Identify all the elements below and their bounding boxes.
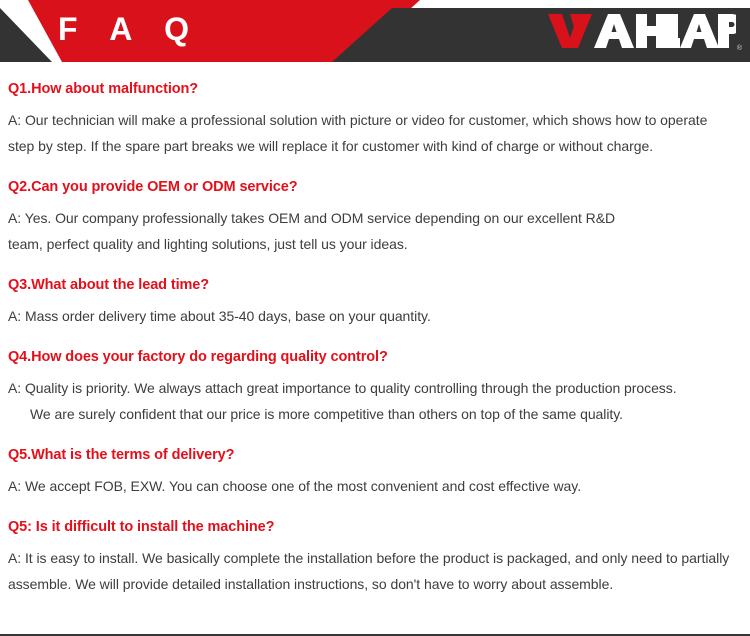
faq-answer-line: step by step. If the spare part breaks we will replace it for customer with kind of charge or without charge.: [8, 138, 654, 154]
faq-question: Q5.What is the terms of delivery?: [8, 447, 235, 463]
faq-answer-line: A: Our technician will make a professional solution with picture or video for customer, which shows how to operate: [8, 112, 708, 128]
faq-item: [8, 346, 742, 427]
wahlap-logo-mark: [548, 14, 680, 48]
faq-item: [8, 516, 742, 597]
faq-list: [0, 68, 750, 597]
faq-answer-line: A: We accept FOB, EXW. You can choose one of the most convenient and cost effective way.: [8, 478, 582, 494]
faq-question: Q2.Can you provide OEM or ODM service?: [8, 179, 298, 195]
faq-item: [8, 274, 742, 329]
faq-question: Q4.How does your factory do regarding quality control?: [8, 349, 388, 365]
wahlap-logo: [548, 14, 742, 54]
faq-answer-line: A: Quality is priority. We always attach great importance to quality controlling through the production process.: [8, 380, 677, 396]
faq-item: [8, 78, 742, 159]
page-header-banner: [0, 0, 750, 68]
faq-answer-line: We are surely confident that our price is more competitive than others on top of the same quality.: [30, 406, 623, 422]
faq-question: Q5: Is it difficult to install the machine?: [8, 519, 275, 535]
faq-answer-line: team, perfect quality and lighting solutions, just tell us your ideas.: [8, 236, 408, 252]
faq-answer-line: A: Mass order delivery time about 35-40 days, base on your quantity.: [8, 308, 431, 324]
registered-trademark-icon: ®: [736, 45, 742, 52]
faq-item: [8, 176, 742, 257]
wahlap-logo-mark-tail: [680, 14, 736, 48]
faq-question: Q3.What about the lead time?: [8, 277, 210, 293]
faq-answer-line: A: Yes. Our company professionally takes OEM and ODM service depending on our excellent R&D: [8, 210, 616, 226]
faq-question: Q1.How about malfunction?: [8, 81, 199, 97]
faq-item: [8, 444, 742, 499]
faq-answer-line: assemble. We will provide detailed installation instructions, so don't have to worry about assemble.: [8, 576, 614, 592]
page-title: F A Q: [58, 11, 201, 47]
faq-answer-line: A: It is easy to install. We basically complete the installation before the product is packaged, and only need to partially: [8, 550, 730, 566]
